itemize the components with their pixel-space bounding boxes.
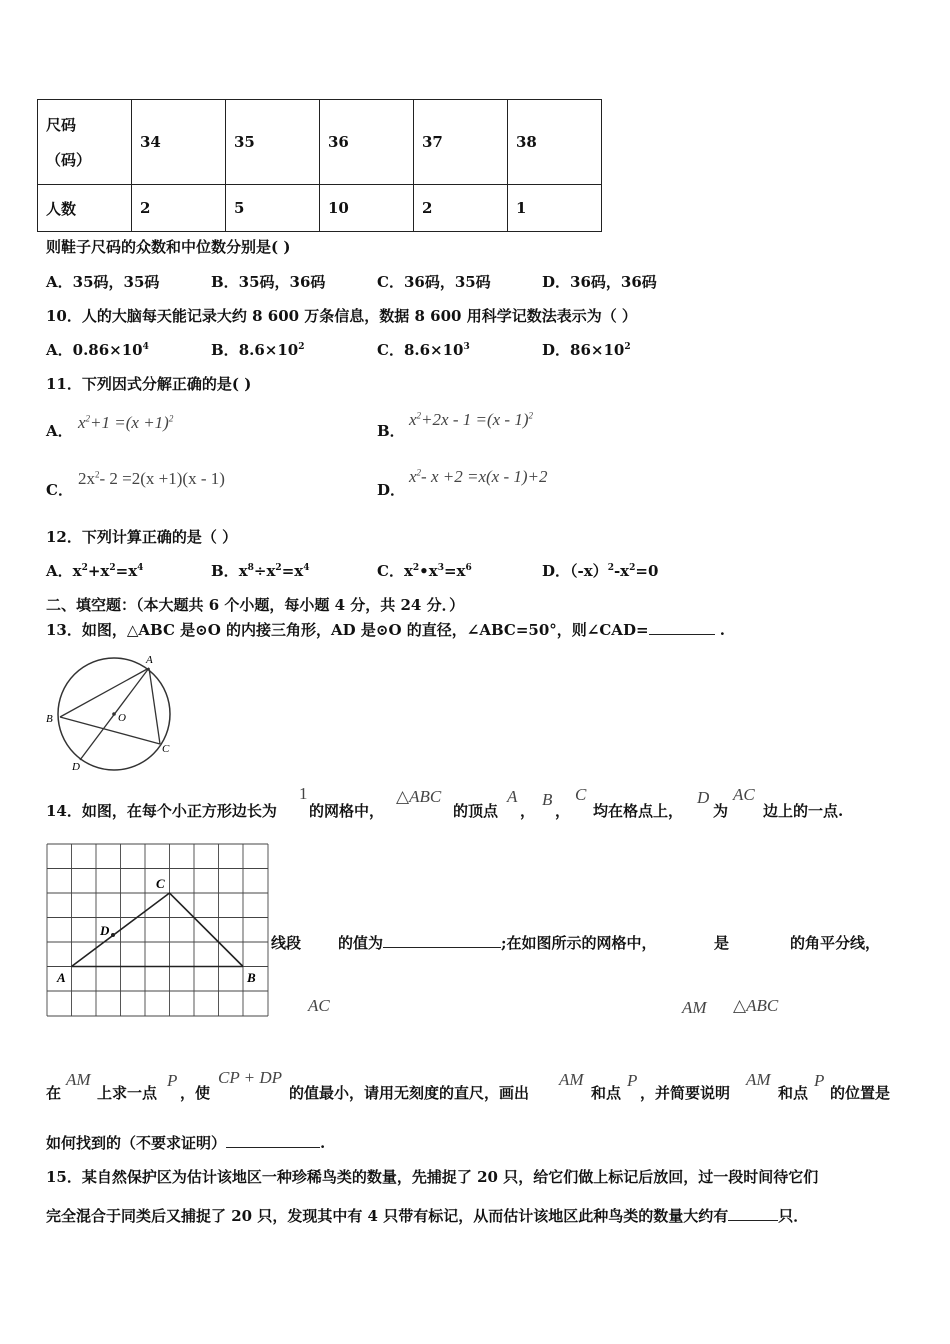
section-heading: 二、填空题：（本大题共 6 个小题，每小题 4 分，共 24 分．） <box>46 596 465 614</box>
q14-text: 如何找到的（不要求证明） . <box>46 1134 326 1152</box>
q12-stem: 12．下列计算正确的是（ ） <box>46 528 238 546</box>
q11-option-c-math: $2x^2-$ 2 =2(x +1)(x - 1) <box>78 469 225 488</box>
q14-math: P <box>167 1071 178 1090</box>
q14-text: 均在格点上， <box>593 802 684 820</box>
table-cell: 1 <box>508 185 602 232</box>
q14-text: 边上的一点. <box>763 802 844 820</box>
q10-stem: 10．人的大脑每天能记录大约 8 600 万条信息，数据 8 600 用科学记数法表示为（ ） <box>46 307 637 325</box>
q12-option-b: B．$x^8\div x^2=x^4$ <box>211 562 310 580</box>
table-cell: 2 <box>132 185 226 232</box>
shoe-size-table <box>37 99 602 232</box>
q11-label-a: A． <box>46 422 73 440</box>
q14-math: A <box>507 787 518 806</box>
q14-text: ，并简要说明 <box>640 1084 731 1102</box>
table-cell: 36 <box>320 100 414 185</box>
q14-math: D <box>697 788 710 807</box>
q9-option-d: D．36码，36码 <box>542 273 657 291</box>
answer-blank <box>728 1220 778 1221</box>
q14-math: P <box>627 1071 638 1090</box>
vertex-label: A <box>146 654 153 666</box>
q14-text: 14．如图，在每个小正方形边长为 <box>46 802 277 820</box>
q9-option-a: A．35码，35码 <box>46 273 160 291</box>
table-cell: 34 <box>132 100 226 185</box>
size-header-line2: （码） <box>46 151 92 169</box>
q14-math: 1 <box>299 784 308 803</box>
table-cell: 5 <box>226 185 320 232</box>
q11-stem: 11．下列因式分解正确的是( ) <box>46 375 252 393</box>
table-cell: 37 <box>414 100 508 185</box>
q14-math: AM <box>682 998 707 1017</box>
vertex-label: B <box>247 970 256 985</box>
q11-label-b: B． <box>377 422 405 440</box>
vertex-label: D <box>100 923 110 938</box>
grid-figure <box>46 843 272 1017</box>
q11-option-a-math: $x^2+1 =(x +1)^2$ <box>78 413 174 432</box>
q10-option-a: A．$0.86\times 10^4$ <box>46 341 149 359</box>
q9-option-b: B．35码，36码 <box>211 273 326 291</box>
q14-math: B <box>542 790 553 809</box>
table-cell: 10 <box>320 185 414 232</box>
q14-math: AM <box>66 1070 91 1089</box>
q14-text: ， <box>520 802 536 820</box>
q14-math: AM <box>559 1070 584 1089</box>
q10-option-b: B．$8.6\times 10^2$ <box>211 341 305 359</box>
q14-math: AC <box>733 785 755 804</box>
answer-blank <box>226 1147 320 1148</box>
q9-option-c: C．36码，35码 <box>377 273 491 291</box>
q14-text: 线段 <box>271 934 302 952</box>
q11-option-b-math: $x^2+2x - 1 =(x - 1)^2$ <box>409 410 533 429</box>
q14-math: P <box>814 1071 825 1090</box>
q14-text: 的网格中， <box>309 802 385 820</box>
q14-math: CP + DP <box>218 1068 283 1087</box>
q14-text: 的值最小，请用无刻度的直尺，画出 <box>289 1084 530 1102</box>
table-header-cell <box>38 100 132 185</box>
q15-line1: 15．某自然保护区为估计该地区一种珍稀鸟类的数量，先捕捉了 20 只，给它们做上标记后放回，过一段时间待它们 <box>46 1168 819 1186</box>
q14-text: 和点 <box>591 1084 622 1102</box>
q14-math: AC <box>308 996 330 1015</box>
q14-text: 的顶点 <box>453 802 499 820</box>
q11-label-c: C． <box>46 481 73 499</box>
circle-figure <box>42 652 182 774</box>
q14-text: ， <box>555 802 571 820</box>
q14-math: C <box>575 785 587 804</box>
q12-option-d: D．$(-x)^2-x^2=0$ <box>542 562 659 580</box>
q14-text: 和点 <box>778 1084 809 1102</box>
q12-option-a: A．$x^2+x^2=x^4$ <box>46 562 144 580</box>
table-row <box>38 100 602 185</box>
q10-option-d: D．$86\times 10^2$ <box>542 341 631 359</box>
vertex-label: C <box>156 876 165 891</box>
table-cell: 2 <box>414 185 508 232</box>
table-cell: 38 <box>508 100 602 185</box>
vertex-label: A <box>57 970 66 985</box>
q14-text: 是 <box>714 934 730 952</box>
q11-label-d: D． <box>377 481 406 499</box>
vertex-label: D <box>72 761 80 773</box>
q14-text: 的值为 ;在如图所示的网格中， <box>338 934 657 952</box>
table-cell: 35 <box>226 100 320 185</box>
q9-stem: 则鞋子尺码的众数和中位数分别是( ) <box>46 238 291 256</box>
q14-math: △ABC <box>396 787 442 806</box>
vertex-label: O <box>118 712 126 724</box>
table-header-cell: 人数 <box>38 185 132 232</box>
q14-text: ，使 <box>180 1084 211 1102</box>
answer-blank <box>649 634 715 635</box>
q14-text: 上求一点 <box>97 1084 158 1102</box>
q14-text: 的角平分线， <box>790 934 881 952</box>
q11-option-d-math: $x^2-$ x +2 =x(x - 1)+2 <box>409 467 548 486</box>
q14-math: AM <box>746 1070 771 1089</box>
q13-stem: 13．如图，△ABC 是⊙O 的内接三角形，AD 是⊙O 的直径，∠ABC=50°，则∠CAD= . <box>46 621 725 639</box>
answer-blank <box>383 947 501 948</box>
table-row <box>38 185 602 232</box>
size-header-line1: 尺码 <box>46 116 77 134</box>
vertex-label: B <box>46 713 53 725</box>
q12-option-c: C．$x^2•x^3=x^6$ <box>377 562 472 580</box>
q14-text: 在 <box>46 1084 62 1102</box>
q14-math: △ABC <box>733 996 779 1015</box>
q15-line2: 完全混合于同类后又捕捉了 20 只，发现其中有 4 只带有标记，从而估计该地区此种鸟类的数量大约有 只． <box>46 1207 809 1225</box>
q14-text: 为 <box>713 802 729 820</box>
q10-option-c: C．$8.6\times 10^3$ <box>377 341 470 359</box>
vertex-label: C <box>162 743 170 755</box>
q14-text: 的位置是 <box>830 1084 891 1102</box>
